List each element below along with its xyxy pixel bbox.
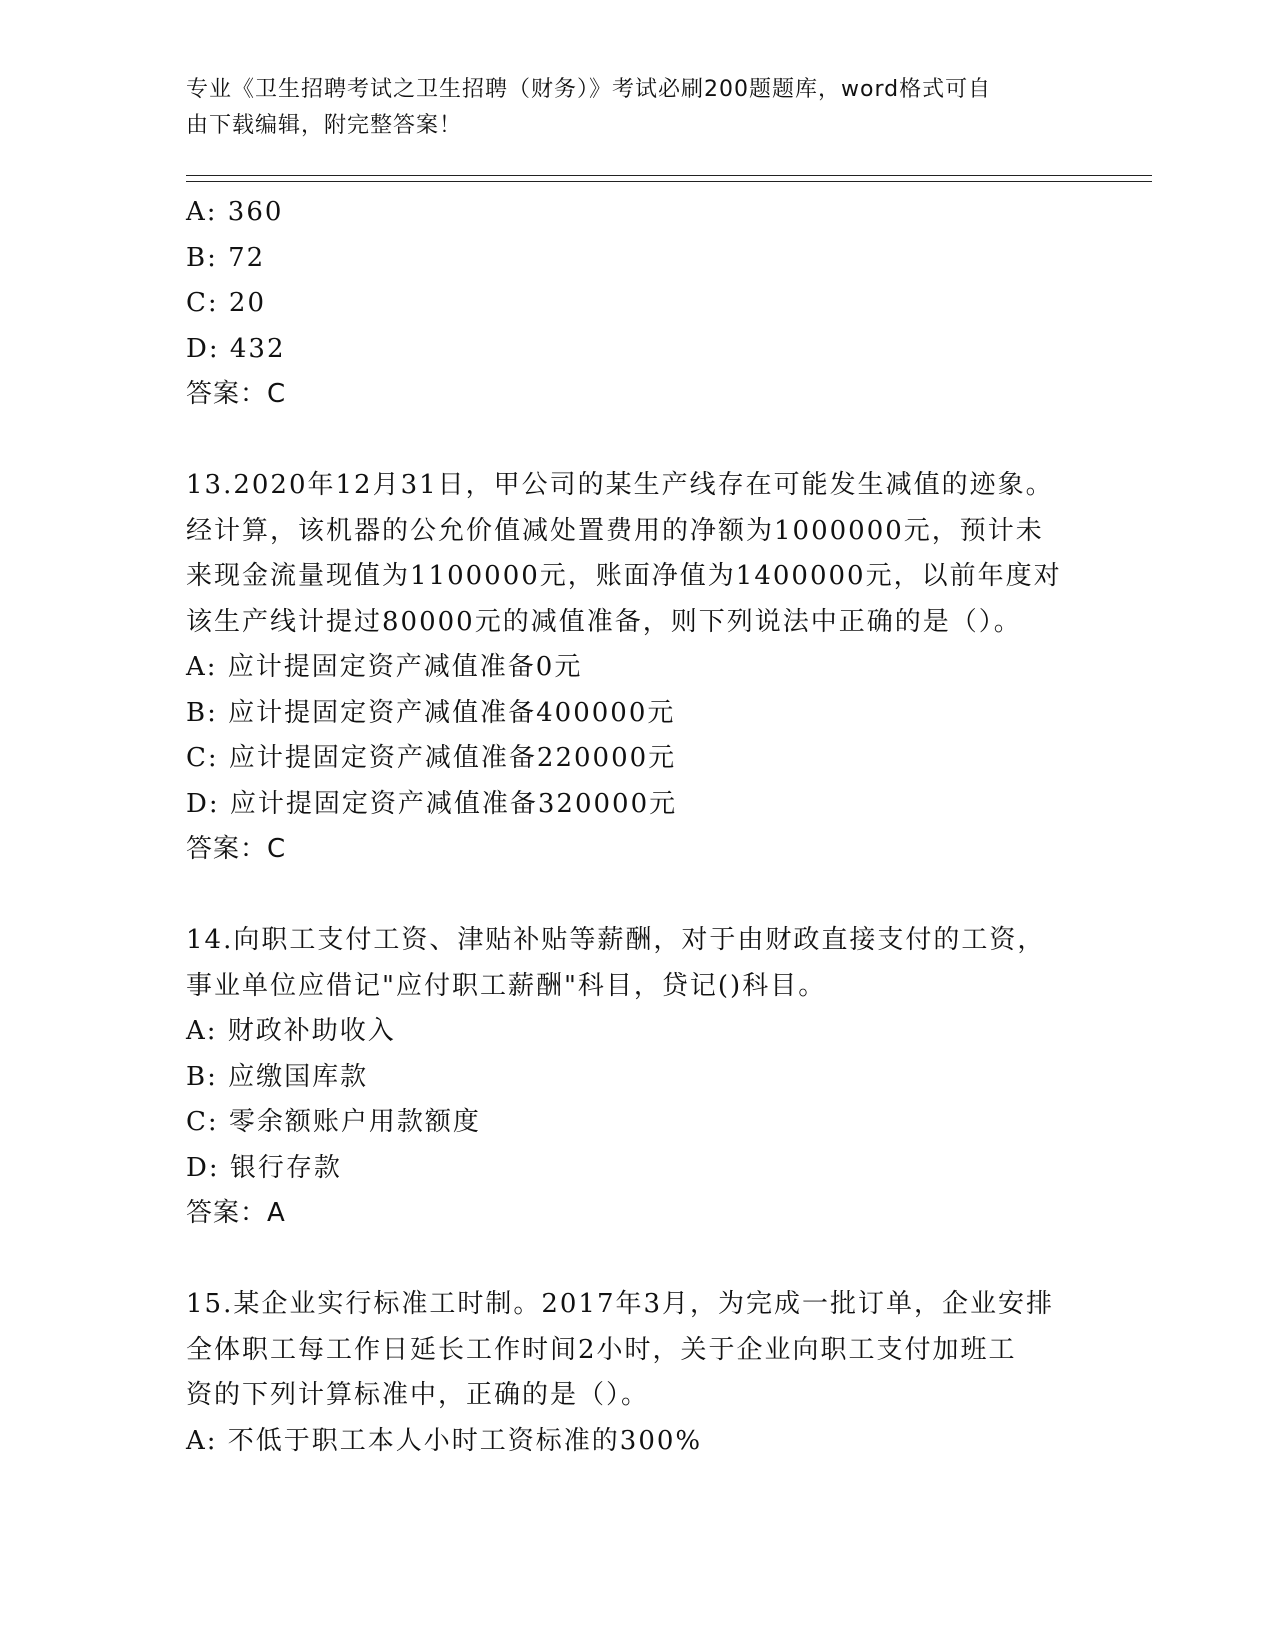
question-text-line: 资的下列计算标准中，正确的是（）。 [186,1380,650,1410]
option-a: A: 应计提固定资产减值准备0元 [186,652,583,682]
option-c: C: 零余额账户用款额度 [186,1107,481,1137]
option-d: D: 432 [186,333,286,364]
question-text-line: 事业单位应借记"应付职工薪酬"科目，贷记()科目。 [186,970,827,1001]
spacer [186,1237,1086,1283]
answer-line: 答案：C [186,834,287,864]
question-text-line: 来现金流量现值为1100000元，账面净值为1400000元，以前年度对 [186,561,1062,591]
document-header [186,72,1066,144]
option-b: B: 应计提固定资产减值准备400000元 [186,697,676,728]
option-d: D: 应计提固定资产减值准备320000元 [186,788,678,819]
question-15 [186,1282,1086,1464]
question-text-line: 14.向职工支付工资、津贴补贴等薪酬，对于由财政直接支付的工资， [186,925,1046,955]
header-divider-top [186,175,1152,176]
spacer [186,418,1086,464]
option-b: B: 72 [186,242,266,273]
header-line-2: 由下载编辑，附完整答案！ [186,113,463,138]
question-14 [186,918,1086,1237]
question-text-line: 经计算，该机器的公允价值减处置费用的净额为1000000元，预计未 [186,515,1044,546]
question-13 [186,463,1086,873]
question-text-line: 13.2020年12月31日，甲公司的某生产线存在可能发生减值的迹象。 [186,470,1054,500]
answer-line: 答案：A [186,1198,286,1228]
option-a: A: 不低于职工本人小时工资标准的300% [186,1425,703,1456]
option-a: A: 360 [186,197,284,227]
question-text-line: 全体职工每工作日延长工作时间2小时，关于企业向职工支付加班工 [186,1334,1017,1365]
question-text-line: 15.某企业实行标准工时制。2017年3月，为完成一批订单，企业安排 [186,1289,1055,1319]
option-a: A: 财政补助收入 [186,1016,396,1046]
option-c: C: 20 [186,288,267,318]
question-12 [186,190,1086,418]
spacer [186,873,1086,919]
option-c: C: 应计提固定资产减值准备220000元 [186,743,677,773]
answer-line: 答案：C [186,379,287,409]
question-text-line: 该生产线计提过80000元的减值准备，则下列说法中正确的是（）。 [186,606,1022,637]
header-line-1: 专业《卫生招聘考试之卫生招聘（财务）》考试必刷200题题库，word格式可自 [186,77,992,102]
header-divider-bottom [186,181,1152,182]
option-b: B: 应缴国库款 [186,1061,369,1092]
option-d: D: 银行存款 [186,1152,342,1183]
question-list [186,190,1086,1464]
